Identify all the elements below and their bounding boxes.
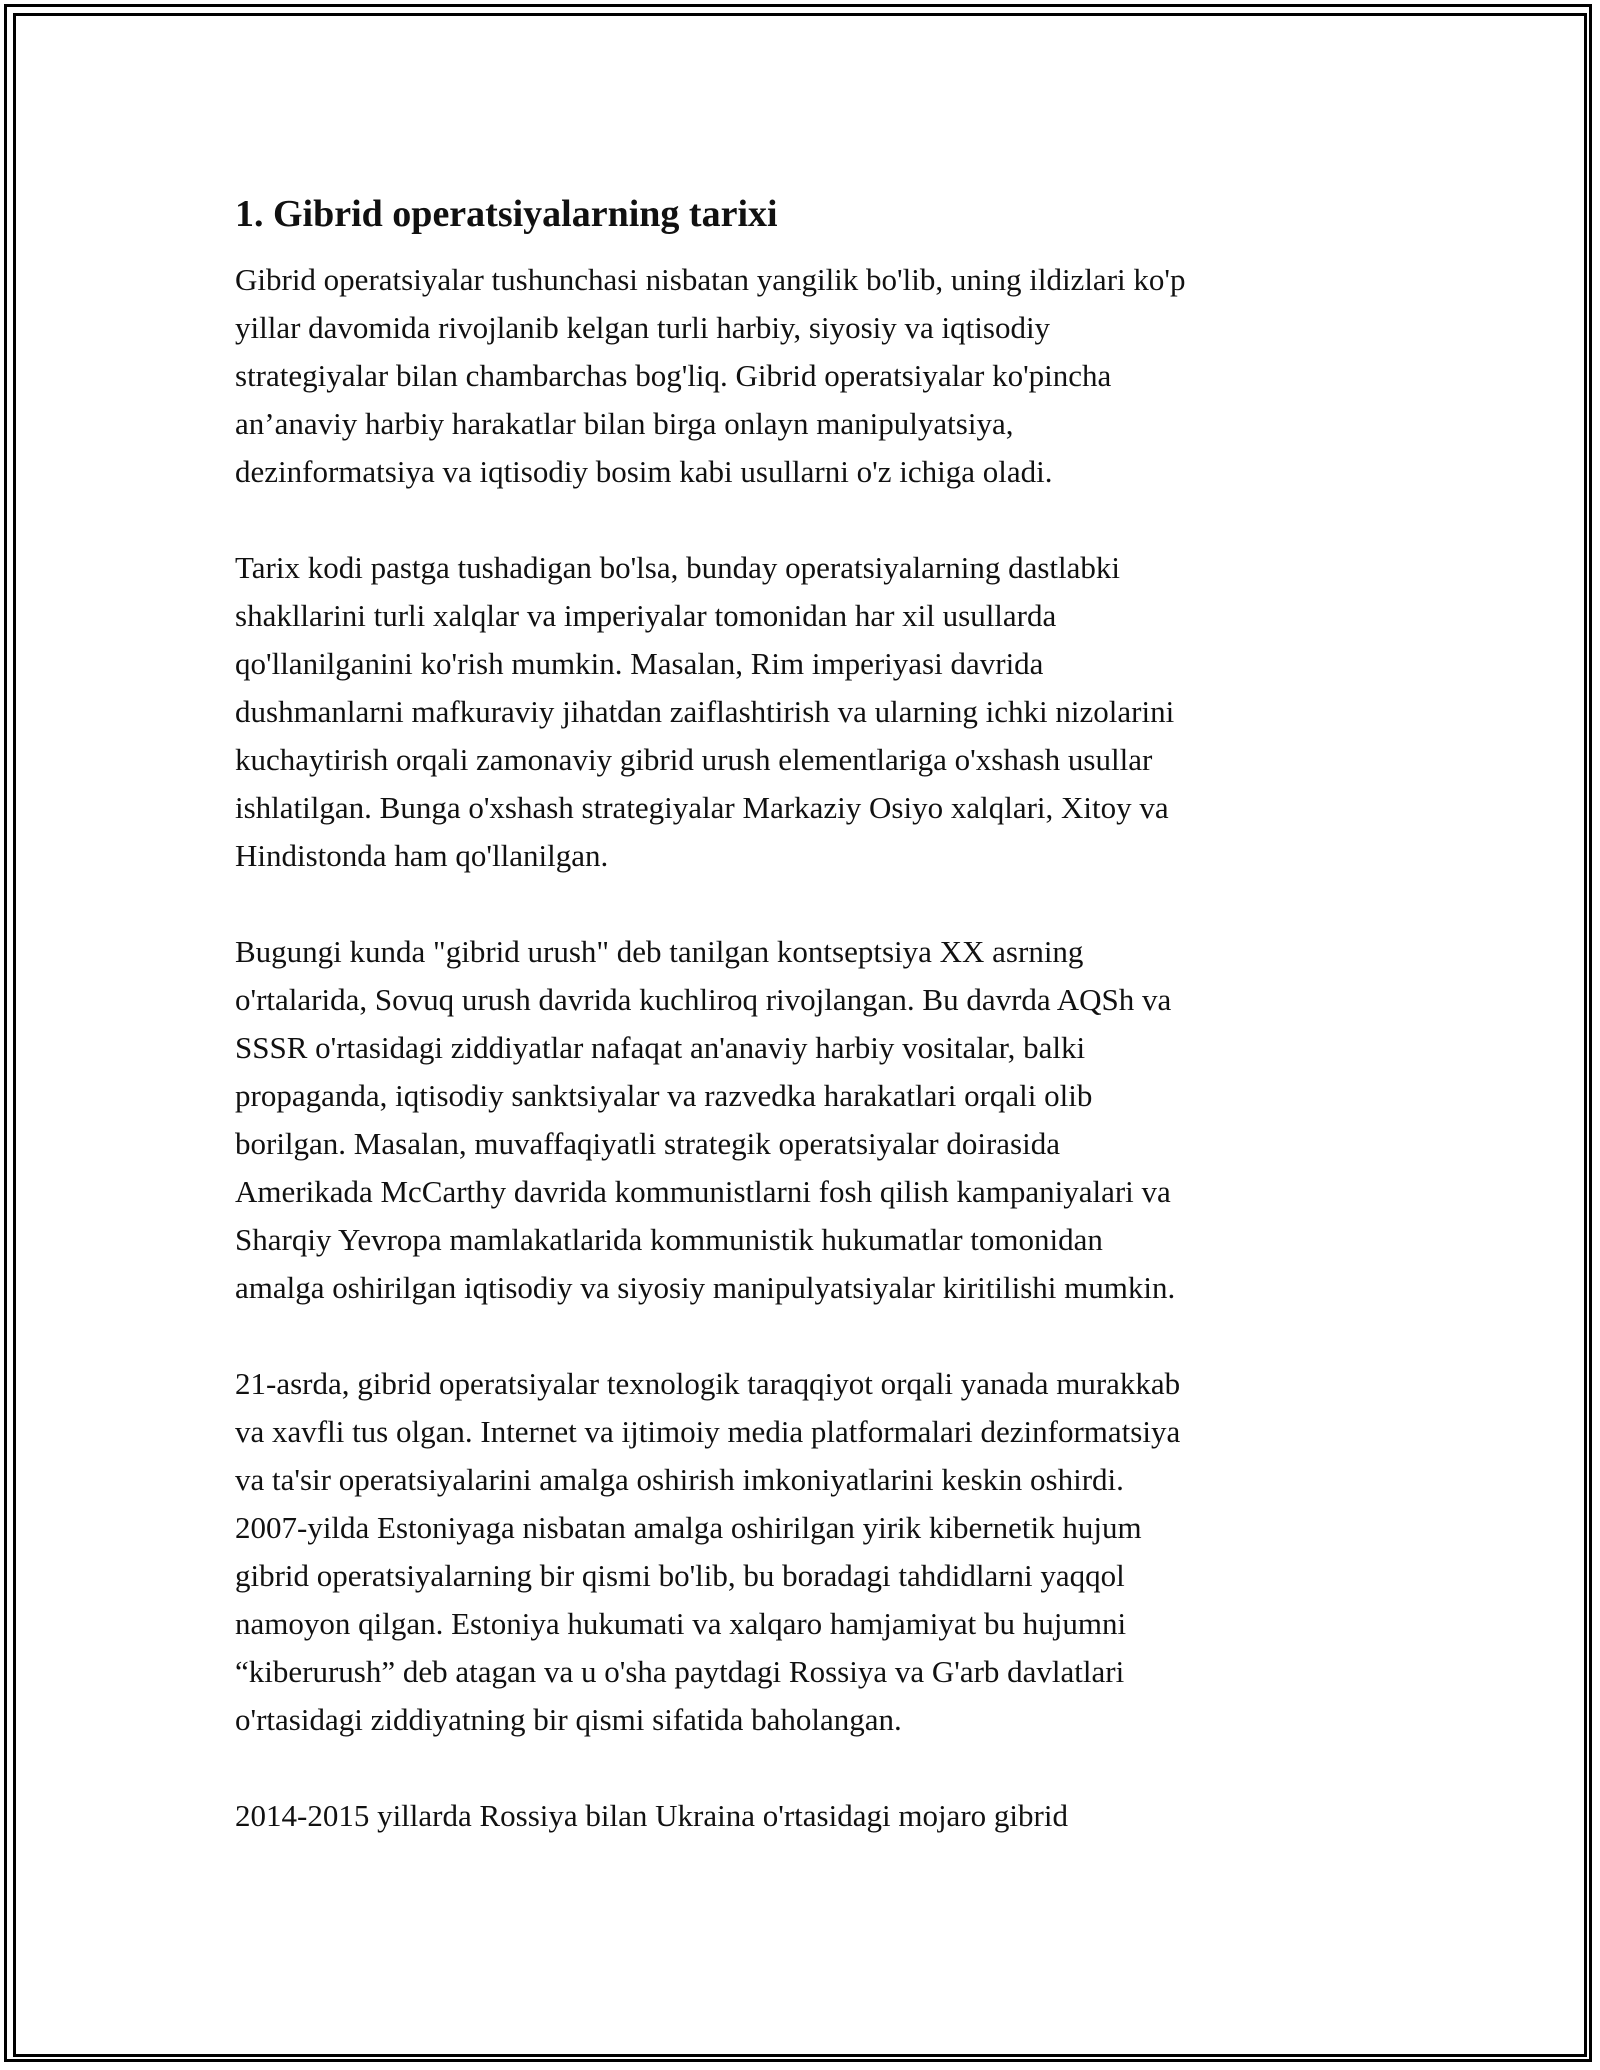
text-line: va xavfli tus olgan. Internet va ijtimoiy media platformalari dezinformatsiya bbox=[235, 1414, 1181, 1449]
paragraph-4 bbox=[235, 1360, 1375, 1744]
text-line: amalga oshirilgan iqtisodiy va siyosiy manipulyatsiyalar kiritilishi mumkin. bbox=[235, 1270, 1176, 1305]
text-line: 21-asrda, gibrid operatsiyalar texnologik taraqqiyot orqali yanada murakkab bbox=[235, 1366, 1181, 1401]
text-line: “kiberurush” deb atagan va u o'sha paytdagi Rossiya va G'arb davlatlari bbox=[235, 1654, 1125, 1689]
text-line: Amerikada McCarthy davrida kommunistlarni fosh qilish kampaniyalari va bbox=[235, 1174, 1171, 1209]
text-line: Bugungi kunda "gibrid urush" deb tanilgan kontseptsiya XX asrning bbox=[235, 934, 1084, 969]
text-line: va ta'sir operatsiyalarini amalga oshirish imkoniyatlarini keskin oshirdi. bbox=[235, 1462, 1124, 1497]
document-body bbox=[235, 188, 1375, 1888]
text-line: 2007-yilda Estoniyaga nisbatan amalga oshirilgan yirik kibernetik hujum bbox=[235, 1510, 1142, 1545]
text-line: SSSR o'rtasidagi ziddiyatlar nafaqat an'anaviy harbiy vositalar, balki bbox=[235, 1030, 1086, 1065]
text-line: gibrid operatsiyalarning bir qismi bo'lib, bu boradagi tahdidlarni yaqqol bbox=[235, 1558, 1125, 1593]
text-line: Gibrid operatsiyalar tushunchasi nisbatan yangilik bo'lib, uning ildizlari ko'p bbox=[235, 262, 1186, 297]
text-line: 2014-2015 yillarda Rossiya bilan Ukraina o'rtasidagi mojaro gibrid bbox=[235, 1798, 1068, 1833]
text-line: dushmanlarni mafkuraviy jihatdan zaiflashtirish va ularning ichki nizolarini bbox=[235, 694, 1175, 729]
text-line: dezinformatsiya va iqtisodiy bosim kabi usullarni o'z ichiga oladi. bbox=[235, 454, 1053, 489]
text-line: o'rtalarida, Sovuq urush davrida kuchliroq rivojlangan. Bu davrda AQSh va bbox=[235, 982, 1172, 1017]
paragraph-2 bbox=[235, 544, 1375, 880]
text-line: shakllarini turli xalqlar va imperiyalar tomonidan har xil usullarda bbox=[235, 598, 1057, 633]
section-heading: 1. Gibrid operatsiyalarning tarixi bbox=[235, 193, 778, 235]
text-line: propaganda, iqtisodiy sanktsiyalar va razvedka harakatlari orqali olib bbox=[235, 1078, 1093, 1113]
text-line: yillar davomida rivojlanib kelgan turli harbiy, siyosiy va iqtisodiy bbox=[235, 310, 1051, 345]
text-line: Sharqiy Yevropa mamlakatlarida kommunistik hukumatlar tomonidan bbox=[235, 1222, 1103, 1257]
text-line: Hindistonda ham qo'llanilgan. bbox=[235, 838, 609, 873]
text-line: qo'llanilganini ko'rish mumkin. Masalan, Rim imperiyasi davrida bbox=[235, 646, 1044, 681]
text-line: an’anaviy harbiy harakatlar bilan birga onlayn manipulyatsiya, bbox=[235, 406, 1014, 441]
text-line: ishlatilgan. Bunga o'xshash strategiyalar Markaziy Osiyo xalqlari, Xitoy va bbox=[235, 790, 1169, 825]
text-line: o'rtasidagi ziddiyatning bir qismi sifatida baholangan. bbox=[235, 1702, 902, 1737]
text-line: Tarix kodi pastga tushadigan bo'lsa, bunday operatsiyalarning dastlabki bbox=[235, 550, 1120, 585]
text-line: kuchaytirish orqali zamonaviy gibrid urush elementlariga o'xshash usullar bbox=[235, 742, 1153, 777]
paragraph-5 bbox=[235, 1792, 1375, 1840]
paragraph-1 bbox=[235, 256, 1375, 496]
text-line: borilgan. Masalan, muvaffaqiyatli strategik operatsiyalar doirasida bbox=[235, 1126, 1060, 1161]
text-line: strategiyalar bilan chambarchas bog'liq. Gibrid operatsiyalar ko'pincha bbox=[235, 358, 1112, 393]
paragraph-3 bbox=[235, 928, 1375, 1312]
text-line: namoyon qilgan. Estoniya hukumati va xalqaro hamjamiyat bu hujumni bbox=[235, 1606, 1127, 1641]
